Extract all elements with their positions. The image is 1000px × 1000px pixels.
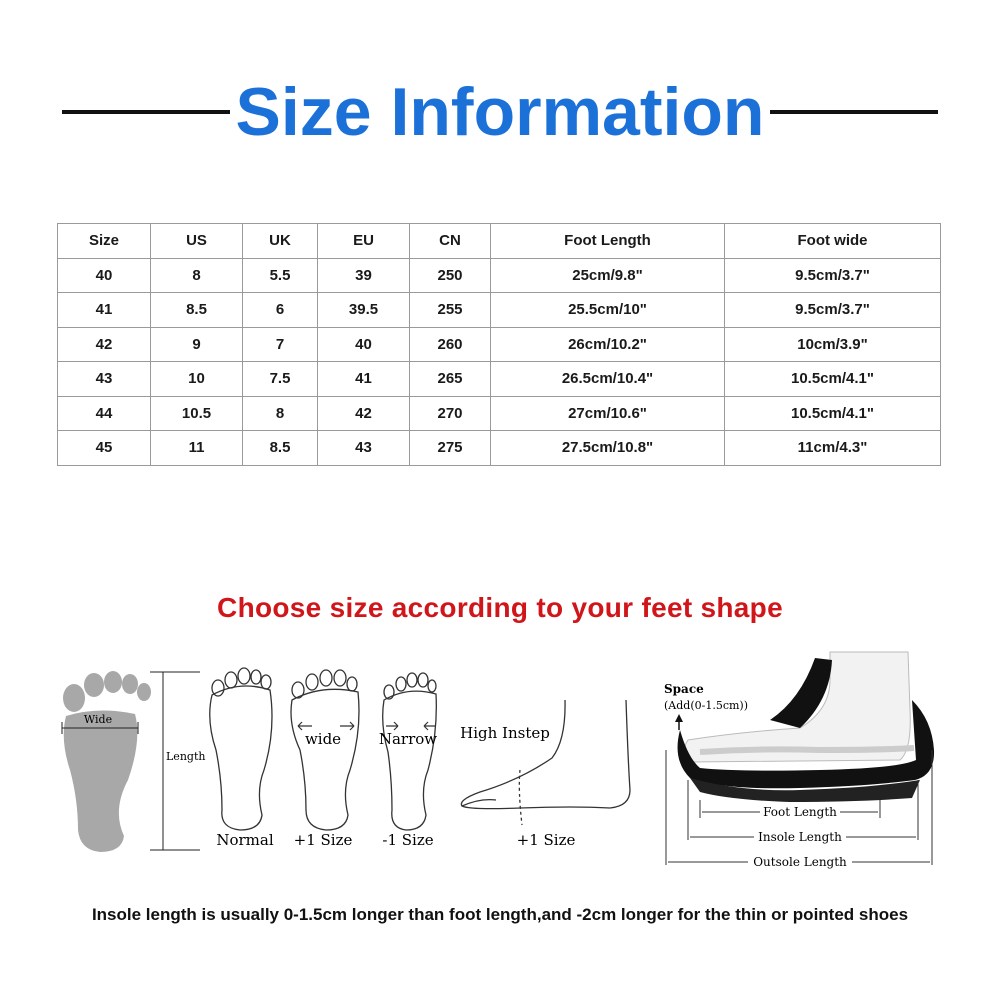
table-cell: 42 (58, 327, 151, 362)
table-row (58, 327, 941, 362)
title-rule-left (62, 110, 230, 114)
table-cell: 10.5cm/4.1" (725, 362, 941, 397)
space-arrow-icon (675, 714, 683, 722)
table-cell: 270 (410, 396, 491, 431)
table-cell: 27.5cm/10.8" (491, 431, 725, 466)
table-cell: 7.5 (243, 362, 318, 397)
table-cell: 8.5 (151, 293, 243, 328)
outsole-length-label: Outsole Length (753, 855, 847, 869)
table-cell: 41 (58, 293, 151, 328)
table-cell: 8 (243, 396, 318, 431)
wide-label: Wide (83, 713, 113, 726)
table-cell: 43 (318, 431, 410, 466)
instep-caption: +1 Size (516, 831, 576, 849)
table-cell: 11 (151, 431, 243, 466)
table-cell: 25.5cm/10" (491, 293, 725, 328)
table-cell: 42 (318, 396, 410, 431)
column-header: Foot Length (491, 224, 725, 259)
column-header: Size (58, 224, 151, 259)
high-instep-foot-icon (461, 700, 630, 825)
table-cell: 41 (318, 362, 410, 397)
table-row (58, 431, 941, 466)
insole-length-label: Insole Length (758, 830, 842, 844)
size-table (57, 223, 941, 466)
table-cell: 44 (58, 396, 151, 431)
table-cell: 27cm/10.6" (491, 396, 725, 431)
table-cell: 43 (58, 362, 151, 397)
header (0, 60, 1000, 170)
feet-shape-diagram (0, 640, 1000, 890)
table-cell: 8 (151, 258, 243, 293)
footprint-icon (63, 671, 151, 852)
column-header: US (151, 224, 243, 259)
table-row (58, 396, 941, 431)
foot-length-label: Foot Length (763, 805, 837, 819)
table-cell: 6 (243, 293, 318, 328)
table-row (58, 258, 941, 293)
table-cell: 25cm/9.8" (491, 258, 725, 293)
foot-shape-label: Narrow (378, 730, 438, 748)
table-cell: 10.5 (151, 396, 243, 431)
column-header: EU (318, 224, 410, 259)
table-cell: 7 (243, 327, 318, 362)
space-label: Space (664, 682, 704, 696)
table-cell: 10 (151, 362, 243, 397)
table-cell: 11cm/4.3" (725, 431, 941, 466)
length-label: Length (166, 750, 206, 763)
table-cell: 40 (318, 327, 410, 362)
normal-foot-icon (210, 668, 272, 830)
table-cell: 26.5cm/10.4" (491, 362, 725, 397)
table-cell: 265 (410, 362, 491, 397)
wide-foot-icon (291, 670, 359, 830)
foot-shape-label: wide (304, 730, 342, 748)
table-cell: 39.5 (318, 293, 410, 328)
shoe-cross-section-icon (678, 652, 935, 802)
table-cell: 10cm/3.9" (725, 327, 941, 362)
narrow-arrow-icon (386, 722, 436, 730)
foot-caption: -1 Size (382, 831, 434, 849)
table-cell: 9.5cm/3.7" (725, 258, 941, 293)
foot-caption: +1 Size (293, 831, 353, 849)
table-cell: 39 (318, 258, 410, 293)
table-cell: 260 (410, 327, 491, 362)
guide-subtitle: Choose size according to your feet shape (217, 592, 783, 623)
table-cell: 275 (410, 431, 491, 466)
table-cell: 5.5 (243, 258, 318, 293)
table-cell: 8.5 (243, 431, 318, 466)
table-row (58, 293, 941, 328)
insole-note: Insole length is usually 0-1.5cm longer than foot length,and -2cm longer for the thin or pointed shoes (91, 905, 909, 924)
space-range-label: (Add(0-1.5cm)) (664, 699, 748, 712)
table-cell: 40 (58, 258, 151, 293)
page-title: Size Information (235, 74, 765, 150)
high-instep-label: High Instep (460, 724, 550, 742)
table-cell: 250 (410, 258, 491, 293)
column-header: UK (243, 224, 318, 259)
wide-arrow-icon (298, 722, 354, 730)
table-row (58, 362, 941, 397)
foot-caption: Normal (216, 831, 274, 849)
table-cell: 10.5cm/4.1" (725, 396, 941, 431)
table-cell: 9 (151, 327, 243, 362)
narrow-foot-icon (383, 673, 437, 830)
column-header: CN (410, 224, 491, 259)
table-cell: 9.5cm/3.7" (725, 293, 941, 328)
column-header: Foot wide (725, 224, 941, 259)
table-cell: 45 (58, 431, 151, 466)
table-header-row (58, 224, 941, 259)
table-cell: 255 (410, 293, 491, 328)
title-rule-right (770, 110, 938, 114)
table-cell: 26cm/10.2" (491, 327, 725, 362)
